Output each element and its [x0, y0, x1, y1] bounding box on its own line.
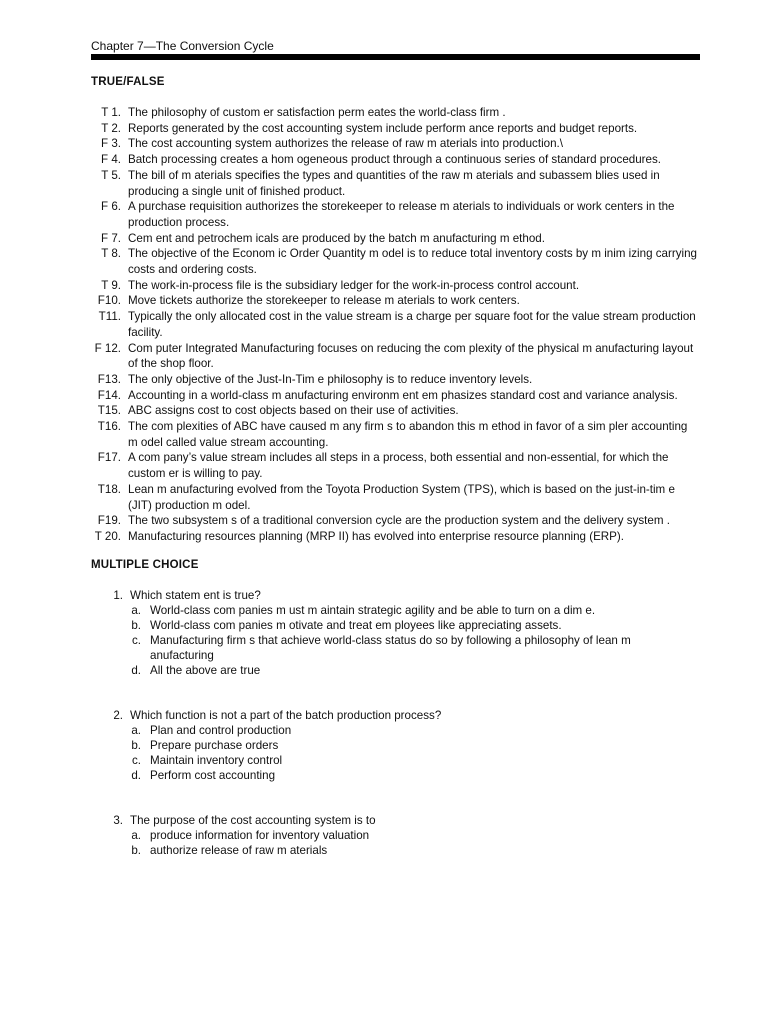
true-false-item — [91, 246, 700, 277]
answer-option — [91, 753, 700, 768]
option-letter: d. — [131, 768, 141, 782]
item-answer-number: T 9. — [101, 278, 121, 292]
item-statement: Move tickets authorize the storekeeper to release m aterials to work centers. — [128, 294, 520, 308]
item-statement: Cem ent and petrochem icals are produced by the batch m anufacturing m ethod. — [128, 231, 545, 245]
item-answer-number: F 3. — [101, 137, 121, 151]
option-text: Manufacturing firm s that achieve world-class status do so by following a philosophy of lean m anufacturing — [150, 633, 631, 662]
item-statement: Typically the only allocated cost in the value stream is a charge per square foot for the value stream production facility. — [128, 310, 696, 339]
true-false-item — [91, 136, 700, 152]
item-answer-number: T 2. — [101, 121, 121, 135]
item-answer-number: T16. — [97, 420, 121, 434]
true-false-item — [91, 152, 700, 168]
answer-option — [91, 828, 700, 843]
true-false-item — [91, 309, 700, 340]
option-letter: a. — [131, 603, 141, 617]
true-false-item — [91, 341, 700, 372]
true-false-item — [91, 105, 700, 121]
true-false-item — [91, 372, 700, 388]
item-answer-number: T15. — [97, 404, 121, 418]
true-false-item — [91, 529, 700, 545]
item-answer-number: F13. — [97, 372, 121, 386]
true-false-item — [91, 513, 700, 529]
item-answer-number: F17. — [97, 451, 121, 465]
item-statement: The objective of the Econom ic Order Quantity m odel is to reduce total inventory costs by m inim izing carrying costs and ordering costs. — [128, 247, 697, 277]
option-letter: a. — [131, 723, 141, 737]
item-statement: A purchase requisition authorizes the storekeeper to release m aterials to individuals or work centers in the production process. — [128, 200, 675, 229]
true-false-item — [91, 419, 700, 450]
option-letter: c. — [131, 753, 141, 767]
option-letter: d. — [131, 663, 141, 677]
answer-option — [91, 663, 700, 678]
item-statement: Manufacturing resources planning (MRP II) has evolved into enterprise resource planning (ERP). — [128, 529, 624, 543]
true-false-item — [91, 450, 700, 481]
answer-option — [91, 723, 700, 738]
option-text: Maintain inventory control — [150, 753, 283, 767]
item-answer-number: F19. — [97, 514, 121, 528]
question-line — [91, 708, 700, 723]
item-statement: Lean m anufacturing evolved from the Toyota Production System (TPS), which is based on the just-in-tim e (JIT) production m odel. — [128, 482, 675, 512]
item-answer-number: F14. — [97, 388, 121, 402]
item-answer-number: F 6. — [101, 200, 121, 214]
question-text: Which function is not a part of the batch production process? — [130, 708, 442, 722]
option-text: authorize release of raw m aterials — [150, 843, 328, 857]
option-text: Plan and control production — [150, 723, 292, 737]
multiple-choice-question — [91, 813, 700, 858]
answer-option — [91, 843, 700, 858]
multiple-choice-list — [91, 588, 700, 858]
item-statement: Batch processing creates a hom ogeneous product through a continuous series of standard procedures. — [128, 153, 661, 167]
option-text: Prepare purchase orders — [150, 738, 279, 752]
question-text: The purpose of the cost accounting system is to — [130, 813, 376, 827]
document-page — [91, 38, 700, 888]
answer-option — [91, 603, 700, 618]
item-statement: The bill of m aterials specifies the types and quantities of the raw m aterials and subassem blies used in producing a single unit of finished product. — [128, 168, 660, 198]
true-false-item — [91, 199, 700, 230]
question-number: 1. — [113, 588, 123, 602]
item-statement: The work-in-process file is the subsidiary ledger for the work-in-process control account. — [128, 278, 580, 292]
answer-option — [91, 768, 700, 783]
option-text: World-class com panies m ust m aintain strategic agility and be able to turn on a dim e. — [150, 603, 596, 617]
option-text: World-class com panies m otivate and treat em ployees like appreciating assets. — [150, 618, 562, 632]
item-statement: ABC assigns cost to cost objects based on their use of activities. — [128, 404, 459, 418]
item-statement: The com plexities of ABC have caused m any firm s to abandon this m ethod in favor of a sim pler accounting m odel called value stream accounting. — [128, 420, 688, 449]
true-false-item — [91, 482, 700, 513]
option-letter: c. — [131, 633, 141, 647]
option-letter: b. — [131, 738, 141, 752]
item-answer-number: T 5. — [101, 168, 121, 182]
true-false-item — [91, 403, 700, 419]
item-answer-number: T11. — [98, 310, 121, 324]
item-answer-number: F 7. — [101, 231, 121, 245]
option-letter: a. — [131, 828, 141, 842]
true-false-item — [91, 121, 700, 137]
item-statement: Accounting in a world-class m anufacturing environm ent em phasizes standard cost and variance analysis. — [128, 388, 678, 402]
true-false-item — [91, 278, 700, 294]
answer-option — [91, 633, 700, 663]
item-answer-number: T18. — [97, 482, 121, 496]
true-false-item — [91, 231, 700, 247]
item-answer-number: F10. — [97, 294, 121, 308]
true-false-item — [91, 388, 700, 404]
item-answer-number: F 12. — [94, 341, 121, 355]
true-false-heading: TRUE/FALSE — [91, 76, 165, 88]
multiple-choice-heading: MULTIPLE CHOICE — [91, 558, 199, 571]
option-text: All the above are true — [150, 663, 261, 677]
item-statement: The philosophy of custom er satisfaction perm eates the world-class firm . — [128, 106, 506, 119]
item-statement: A com pany’s value stream includes all steps in a process, both essential and non-essential, for which the custom er is willing to pay. — [128, 451, 669, 481]
chapter-title: Chapter 7—The Conversion Cycle — [91, 39, 274, 53]
question-line — [91, 813, 700, 828]
item-answer-number: T 20. — [94, 529, 121, 543]
true-false-item — [91, 293, 700, 309]
item-answer-number: F 4. — [101, 153, 121, 167]
item-answer-number: T 1. — [101, 106, 121, 119]
item-statement: The two subsystem s of a traditional conversion cycle are the production system and the delivery system . — [128, 514, 670, 528]
item-statement: The only objective of the Just-In-Tim e philosophy is to reduce inventory levels. — [128, 372, 533, 386]
item-answer-number: T 8. — [101, 247, 121, 261]
item-statement: The cost accounting system authorizes the release of raw m aterials into production.\ — [128, 137, 563, 151]
true-false-item — [91, 168, 700, 199]
item-statement: Reports generated by the cost accounting system include perform ance reports and budget reports. — [128, 121, 638, 135]
option-text: produce information for inventory valuation — [150, 828, 370, 842]
answer-option — [91, 738, 700, 753]
option-letter: b. — [131, 618, 141, 632]
question-number: 2. — [113, 708, 123, 722]
option-text: Perform cost accounting — [150, 768, 276, 782]
option-letter: b. — [131, 843, 141, 857]
question-text: Which statem ent is true? — [130, 588, 261, 602]
multiple-choice-question — [91, 588, 700, 678]
answer-option — [91, 618, 700, 633]
true-false-list — [91, 105, 700, 545]
multiple-choice-question — [91, 708, 700, 783]
question-line — [91, 588, 700, 603]
question-number: 3. — [113, 813, 123, 827]
header-rule — [91, 54, 700, 60]
item-statement: Com puter Integrated Manufacturing focuses on reducing the com plexity of the physical m anufacturing layout of the shop floor. — [128, 341, 694, 371]
